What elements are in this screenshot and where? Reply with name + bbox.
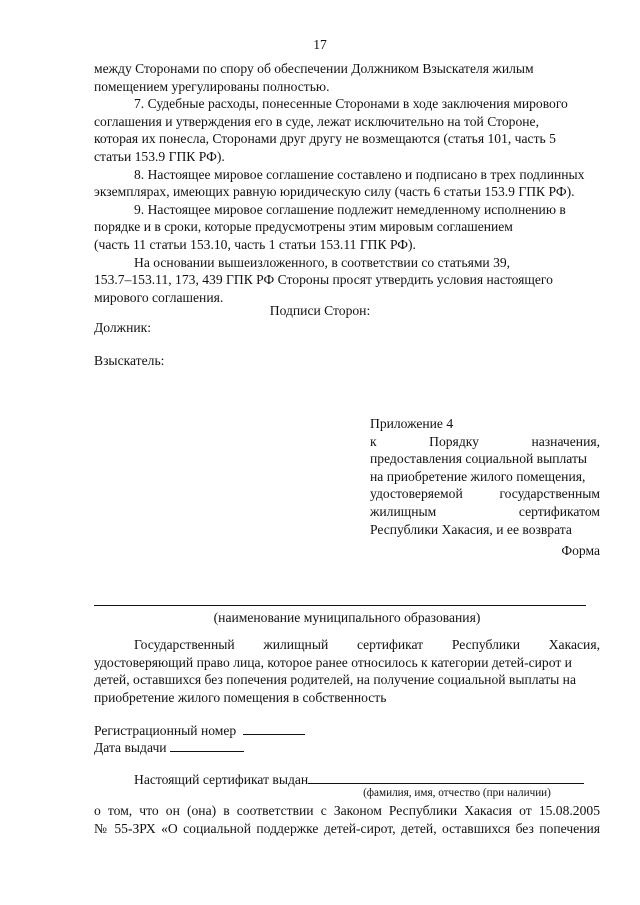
certificate-title-line: удостоверяющий право лица, которое ранее относилось к категории детей-сирот и bbox=[94, 654, 572, 670]
municipality-blank-line bbox=[94, 605, 586, 606]
certificate-body-line: о том, что он (она) в соответствии с Законом Республики Хакасия от 15.08.2005 bbox=[94, 803, 600, 818]
form-label: Форма bbox=[561, 543, 600, 558]
text-line: На основании вышеизложенного, в соответствии со статьями 39, bbox=[134, 254, 511, 270]
text-line: соглашения и утверждения его в суде, лежат исключительно на той Стороне, bbox=[94, 113, 539, 129]
annex-line: предоставления социальной выплаты bbox=[370, 451, 588, 467]
text-line: (часть 11 статьи 153.10, часть 1 статьи 153.11 ГПК РФ). bbox=[94, 236, 416, 252]
certificate-body-line: № 55-ЗРХ «О социальной поддержке детей-сирот, детей, оставшихся без попечения bbox=[94, 820, 600, 836]
text-line: статьи 153.9 ГПК РФ). bbox=[94, 148, 225, 164]
text-line: экземплярах, имеющих равную юридическую силу (часть 6 статьи 153.9 ГПК РФ). bbox=[94, 184, 575, 200]
text-line: 8. Настоящее мировое соглашение составлено и подписано в трех подлинных bbox=[134, 166, 585, 182]
text-line: 9. Настоящее мировое соглашение подлежит немедленному исполнению в bbox=[134, 201, 566, 217]
issue-date-blank bbox=[170, 739, 244, 752]
registration-number bbox=[94, 722, 305, 740]
text-line: 153.7–153.11, 173, 439 ГПК РФ Стороны просят утвердить условия настоящего bbox=[94, 272, 553, 288]
text-line: мирового соглашения. bbox=[94, 289, 224, 305]
issue-date-label: Дата выдачи bbox=[94, 740, 167, 755]
certificate-title-line bbox=[94, 636, 600, 654]
text-line: 7. Судебные расходы, понесенные Сторонами в ходе заключения мирового bbox=[134, 96, 568, 112]
annex-header bbox=[370, 415, 600, 538]
paragraph-settlement-end bbox=[94, 60, 600, 95]
issue-date bbox=[94, 739, 244, 757]
paragraph-9-execution bbox=[94, 201, 600, 254]
annex-line: на приобретение жилого помещения, bbox=[370, 468, 586, 484]
annex-line: Республики Хакасия, и ее возврата bbox=[370, 521, 572, 537]
signatures-title: Подписи Сторон: bbox=[269, 303, 371, 318]
certificate-title-line: детей, оставшихся без попечения родителей, на получение социальной выплаты на bbox=[94, 672, 576, 688]
text-line: порядке и в сроки, которые предусмотрены этим мировым соглашением bbox=[94, 219, 513, 235]
annex-line: удостоверяемой государственным bbox=[370, 486, 600, 502]
certificate-body bbox=[94, 802, 600, 837]
text-line: между Сторонами по спору об обеспечении Должником Взыскателя жилым bbox=[94, 61, 534, 76]
agreement-text bbox=[94, 60, 600, 306]
annex-line: жилищным сертификатом bbox=[370, 503, 600, 519]
paragraph-request-approval bbox=[94, 254, 600, 307]
certificate-title-line: приобретение жилого помещения в собственность bbox=[94, 689, 387, 705]
text-line: которая их понесла, Сторонами друг другу не возмещаются (статья 101, часть 5 bbox=[94, 131, 556, 147]
text-line: помещением урегулированы полностью. bbox=[94, 78, 330, 94]
paragraph-8-copies bbox=[94, 166, 600, 201]
debtor-label: Должник: bbox=[94, 320, 151, 335]
paragraph-7-court-costs bbox=[94, 95, 600, 165]
issued-to-label: Настоящий сертификат выдан bbox=[134, 772, 309, 787]
annex-title: Приложение 4 bbox=[370, 416, 454, 431]
registration-blank bbox=[243, 722, 305, 735]
registration-label: Регистрационный номер bbox=[94, 723, 237, 738]
issued-to-blank bbox=[308, 771, 584, 784]
claimant-label: Взыскатель: bbox=[94, 353, 165, 368]
issued-to-caption: (фамилия, имя, отчество (при наличии) bbox=[363, 787, 551, 799]
municipality-caption: (наименование муниципального образования) bbox=[213, 610, 481, 625]
certificate-title bbox=[94, 636, 600, 706]
page-number: 17 bbox=[313, 37, 327, 52]
annex-line: к Порядку назначения, bbox=[370, 433, 600, 449]
text-line: Государственный жилищный сертификат Республики Хакасия, bbox=[134, 637, 600, 652]
